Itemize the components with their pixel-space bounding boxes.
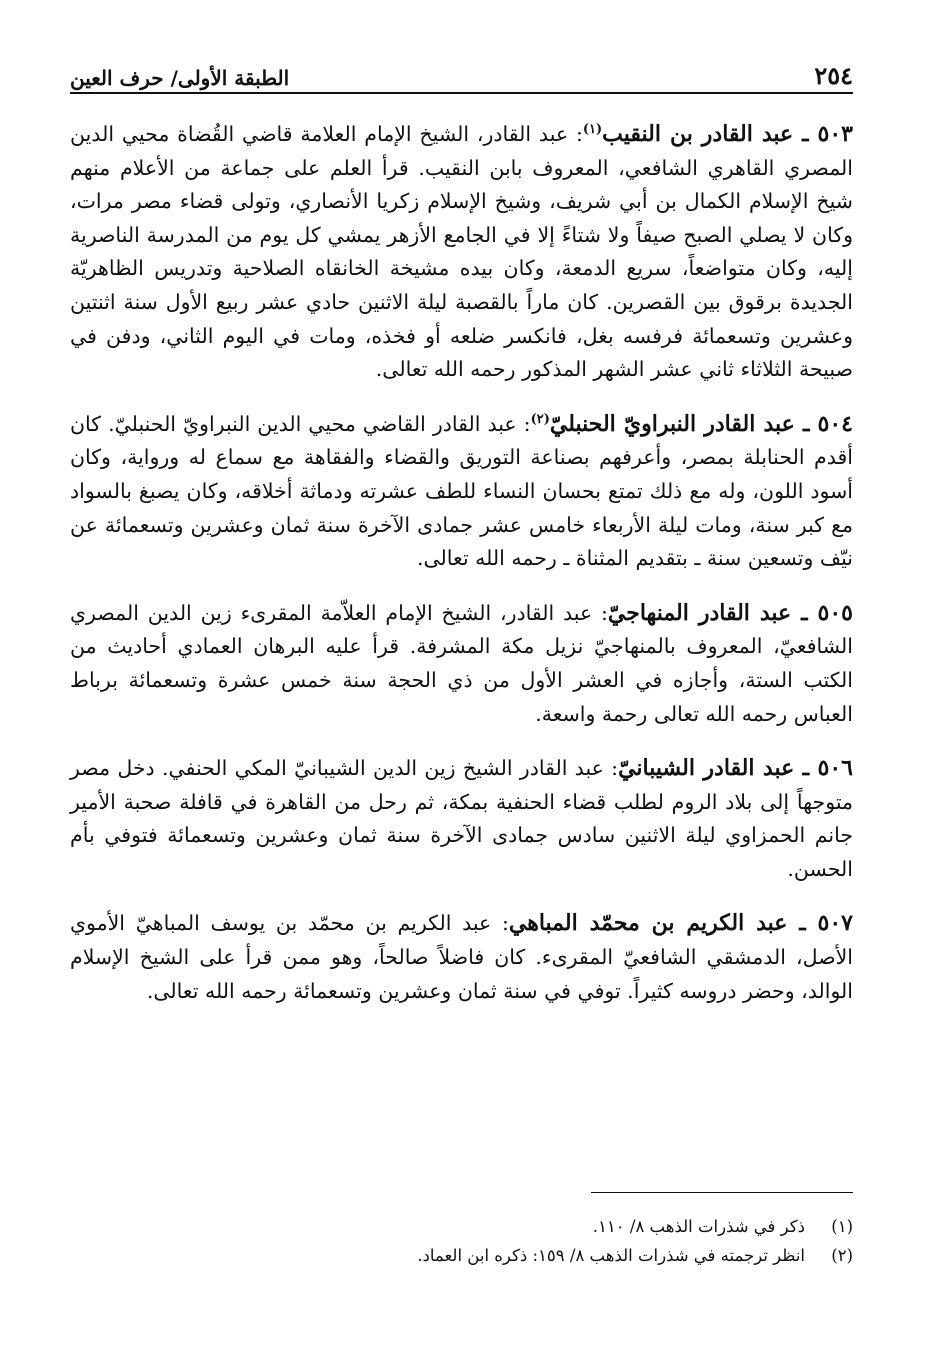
entry-506 <box>70 752 853 886</box>
entry-503 <box>70 118 853 387</box>
footnote-2 <box>70 1241 853 1270</box>
entry-heading: ٥٠٤ ـ عبد القادر النبراويّ الحنبليّ <box>549 410 853 437</box>
footnote-text: انظر ترجمته في شذرات الذهب ٨/ ١٥٩: ذكره ابن العماد. <box>417 1246 805 1265</box>
entry-504 <box>70 408 853 576</box>
header-divider <box>70 92 853 94</box>
entry-body: : عبد القادر، الشيخ الإمام العلامة قاضي القُضاة محيي الدين المصري القاهري الشافعي، المعروف بابن النقيب. قرأ العلم على جماعة من الأعلام منهم شيخ الإسلام الكمال بن أبي شريف، وشيخ الإسلام زكريا الأنصاري، وتولى قضاء مصر مرات، وكان لا يصلي الصبح صيفاً ولا شتاءً إلا في الجامع الأزهر يمشي كل يوم من المدرسة الناصرية إليه، وكان متواضعاً، سريع الدمعة، وكان بيده مشيخة الخانقاه الصلاحية وتدريس الظاهريّة الجديدة برقوق بين القصرين. كان ماراً بالقصبة ليلة الاثنين حادي عشر ربيع الأول سنة اثنتين وعشرين وتسعمائة فرفسه بغل، فانكسر ضلعه أو فخذه، ومات في اليوم الثاني، ودفن في صبيحة الثلاثاء ثاني عشر الشهر المذكور رحمه الله تعالى. <box>70 122 853 382</box>
page-number: ٢٥٤ <box>814 61 853 90</box>
footnote-marker: (٢) <box>530 411 550 427</box>
footnotes <box>70 1212 853 1270</box>
entry-heading: ٥٠٣ ـ عبد القادر بن النقيب <box>602 121 853 147</box>
footnote-divider <box>591 1192 853 1193</box>
entry-heading: ٥٠٦ ـ عبد القادر الشيبانيّ <box>618 755 853 782</box>
footnote-number: (٢) <box>831 1246 853 1265</box>
entry-heading: ٥٠٧ ـ عبد الكريم بن محمّد المباهي <box>508 910 853 937</box>
entry-body: : عبد القادر القاضي محيي الدين النبراويّ الحنبليّ. كان أقدم الحنابلة بمصر، وأعرفهم بصناعة التوريق والقضاء والفقاهة مع سماع له ورواية، وكان أسود اللون، وله مع ذلك تمتع بحسان النساء للطف عشرته ودماثة أخلاقه، وكان يصبغ بالسواد مع كبر سنة، ومات ليلة الأربعاء خامس عشر جمادى الآخرة سنة ثمان وعشرين وتسعمائة عن نيّف وتسعين سنة ـ بتقديم المثناة ـ رحمه الله تعالى. <box>70 411 853 571</box>
page-header <box>70 56 853 90</box>
footnote-text: ذكر في شذرات الذهب ٨/ ١١٠. <box>592 1217 805 1236</box>
entry-507 <box>70 907 853 1008</box>
entry-body: : عبد القادر، الشيخ الإمام العلاّمة المقرىء زين الدين المصري الشافعيّ، المعروف بالمنهاجيّ نزيل مكة المشرفة. قرأ عليه البرهان العمادي أحاديث من الكتب الستة، وأجازه في العشر الأول من ذي الحجة سنة خمس عشرة وتسعمائة برباط العباس رحمه الله تعالى رحمة واسعة. <box>70 600 853 726</box>
entries-list <box>70 118 853 1029</box>
entry-body: : عبد الكريم بن محمّد بن يوسف المباهيّ الأموي الأصل، الدمشقي الشافعيّ المقرىء. كان فاضلاً صالحاً، وهو ممن قرأ على الشيخ الإسلام الوالد، وحضر دروسه كثيراً. توفي في سنة ثمان وعشرين وتسعمائة رحمه الله تعالى. <box>70 911 853 1003</box>
footnote-number: (١) <box>831 1217 853 1236</box>
entry-505 <box>70 597 853 731</box>
footnote-marker: (١) <box>582 122 603 138</box>
footnote-1 <box>70 1212 853 1241</box>
entry-heading: ٥٠٥ ـ عبد القادر المنهاجيّ <box>607 599 853 626</box>
running-title: الطبقة الأولى/ حرف العين <box>70 66 290 90</box>
entry-body: : عبد القادر الشيخ زين الدين الشيبانيّ المكي الحنفي. دخل مصر متوجهاً إلى بلاد الروم لطلب قضاء الحنفية بمكة، ثم رحل من القاهرة في قافلة صحبة الأمير جانم الحمزاوي ليلة الاثنين سادس جمادى الآخرة سنة ثمان وعشرين وتسعمائة فتوفي بأم الحسن. <box>70 756 853 881</box>
